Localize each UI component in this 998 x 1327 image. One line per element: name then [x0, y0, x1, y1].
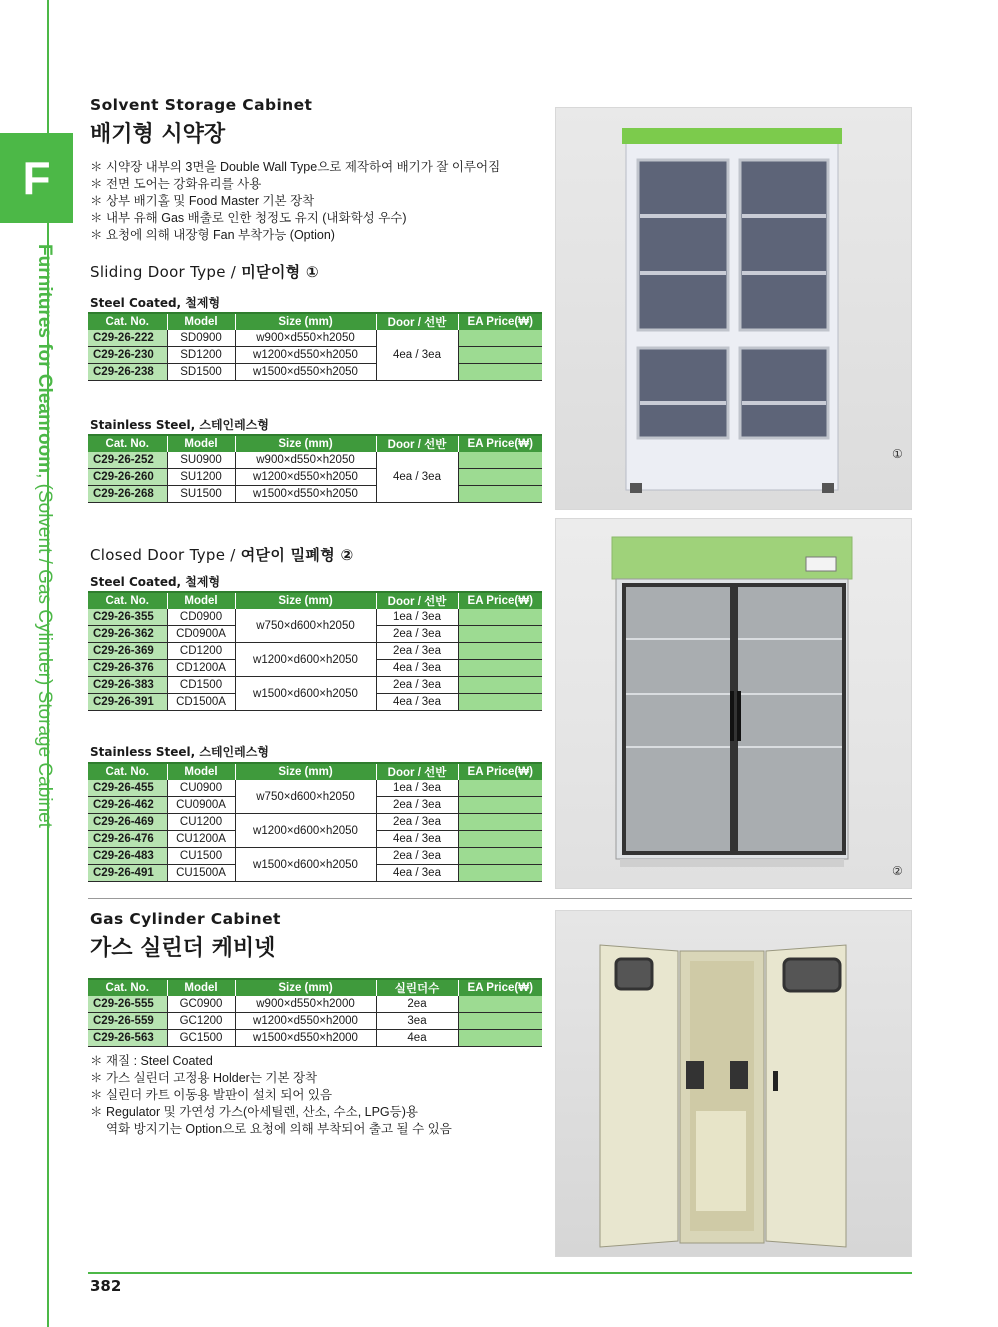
- price-cell: [458, 452, 542, 469]
- photo-marker-2: ②: [892, 864, 903, 878]
- model: CU1500A: [167, 865, 235, 882]
- cat-no: C29-26-376: [88, 660, 167, 677]
- model: SD1500: [167, 364, 235, 381]
- cat-no: C29-26-563: [88, 1030, 167, 1047]
- cat-no: C29-26-252: [88, 452, 167, 469]
- door-shelf: 4ea / 3ea: [376, 694, 458, 711]
- note-item: ＊ 재질 : Steel Coated: [90, 1054, 213, 1068]
- price-cell: [458, 364, 542, 381]
- page-number: 382: [90, 1277, 122, 1295]
- cat-no: C29-26-230: [88, 347, 167, 364]
- door-shelf: 4ea / 3ea: [376, 831, 458, 848]
- size: w1500×d600×h2050: [235, 848, 376, 882]
- bullet-item: ＊ 내부 유해 Gas 배출로 인한 청정도 유지 (내화학성 우수): [90, 211, 407, 225]
- model: CD1500: [167, 677, 235, 694]
- price-cell: [458, 643, 542, 660]
- cat-no: C29-26-383: [88, 677, 167, 694]
- closed-cabinet-photo: [555, 518, 912, 889]
- col-header: Cat. No.: [88, 592, 167, 609]
- table-row: [88, 848, 542, 865]
- model: GC0900: [167, 996, 235, 1013]
- cat-no: C29-26-369: [88, 643, 167, 660]
- table-header-row: [88, 592, 542, 609]
- size: w1200×d600×h2050: [235, 643, 376, 677]
- price-cell: [458, 347, 542, 364]
- sliding-section-title: [90, 261, 319, 282]
- model: SU1500: [167, 486, 235, 503]
- price-cell: [458, 677, 542, 694]
- model: GC1200: [167, 1013, 235, 1030]
- door-shelf: 1ea / 3ea: [376, 609, 458, 626]
- price-cell: [458, 865, 542, 882]
- door-shelf: 4ea / 3ea: [376, 660, 458, 677]
- size: w750×d600×h2050: [235, 609, 376, 643]
- table-header-row: [88, 313, 542, 330]
- col-header: Size (mm): [235, 313, 376, 330]
- col-header: Cat. No.: [88, 763, 167, 780]
- cat-no: C29-26-268: [88, 486, 167, 503]
- table-row: [88, 814, 542, 831]
- size: w1200×d550×h2050: [235, 469, 376, 486]
- size: w750×d600×h2050: [235, 780, 376, 814]
- table-header-row: [88, 979, 542, 996]
- door-shelf: 2ea / 3ea: [376, 797, 458, 814]
- cat-no: C29-26-491: [88, 865, 167, 882]
- door-shelf: 4ea / 3ea: [376, 865, 458, 882]
- price-cell: [458, 831, 542, 848]
- size: w1200×d600×h2050: [235, 814, 376, 848]
- size: w900×d550×h2000: [235, 996, 376, 1013]
- cat-no: C29-26-559: [88, 1013, 167, 1030]
- col-header: Model: [167, 435, 235, 452]
- price-cell: [458, 848, 542, 865]
- table-row: [88, 364, 542, 381]
- price-cell: [458, 660, 542, 677]
- note-item: ＊ Regulator 및 가연성 가스(아세틸렌, 산소, 수소, LPG등)용: [90, 1105, 418, 1119]
- price-cell: [458, 694, 542, 711]
- table-row: [88, 1013, 542, 1030]
- cat-no: C29-26-362: [88, 626, 167, 643]
- col-header: Cat. No.: [88, 313, 167, 330]
- door-shelf: 4ea / 3ea: [376, 452, 458, 503]
- closed-stainless-table: [88, 762, 542, 882]
- vertical-title-bold: Furnitures for Cleanroom: [34, 244, 55, 474]
- sliding-title-ko: 미닫이형 ①: [241, 263, 319, 281]
- model: CU1200A: [167, 831, 235, 848]
- col-header: Size (mm): [235, 592, 376, 609]
- vertical-title-rest: , (Solvent / Gas Cylinder) Storage Cabinet: [34, 473, 55, 828]
- col-header: Cat. No.: [88, 979, 167, 996]
- door-shelf: 2ea / 3ea: [376, 643, 458, 660]
- col-header: Size (mm): [235, 979, 376, 996]
- gas-title-ko: 가스 실린더 케비넷: [90, 936, 276, 961]
- table-row: [88, 677, 542, 694]
- table-row: [88, 469, 542, 486]
- sliding-cabinet-photo: [555, 107, 912, 510]
- sliding-steel-table: [88, 312, 542, 381]
- model: CD1500A: [167, 694, 235, 711]
- closed-title-en: Closed Door Type /: [90, 546, 241, 564]
- size: w900×d550×h2050: [235, 330, 376, 347]
- price-cell: [458, 469, 542, 486]
- cylinder-qty: 2ea: [376, 996, 458, 1013]
- note-item: ＊ 가스 실린더 고정용 Holder는 기본 장착: [90, 1071, 318, 1085]
- price-cell: [458, 609, 542, 626]
- closed-steel-label: Steel Coated, 철제형: [90, 575, 221, 589]
- model: SU0900: [167, 452, 235, 469]
- cylinder-qty: 4ea: [376, 1030, 458, 1047]
- cat-no: C29-26-222: [88, 330, 167, 347]
- model: CD0900A: [167, 626, 235, 643]
- model: CD0900: [167, 609, 235, 626]
- price-cell: [458, 1030, 542, 1047]
- size: w1500×d550×h2000: [235, 1030, 376, 1047]
- model: CD1200: [167, 643, 235, 660]
- col-header: EA Price(₩): [458, 313, 542, 330]
- solvent-title-en: Solvent Storage Cabinet: [90, 96, 313, 114]
- col-header: Cat. No.: [88, 435, 167, 452]
- model: CU1500: [167, 848, 235, 865]
- door-shelf: 4ea / 3ea: [376, 330, 458, 381]
- price-cell: [458, 1013, 542, 1030]
- table-row: [88, 452, 542, 469]
- col-header: Model: [167, 979, 235, 996]
- cat-no: C29-26-455: [88, 780, 167, 797]
- table-row: [88, 996, 542, 1013]
- col-header: Model: [167, 313, 235, 330]
- model: SD1200: [167, 347, 235, 364]
- cat-no: C29-26-555: [88, 996, 167, 1013]
- table-row: [88, 643, 542, 660]
- cat-no: C29-26-483: [88, 848, 167, 865]
- gas-title-en: Gas Cylinder Cabinet: [90, 910, 281, 928]
- table-row: [88, 347, 542, 364]
- table-row: [88, 1030, 542, 1047]
- door-shelf: 2ea / 3ea: [376, 677, 458, 694]
- size: w1500×d550×h2050: [235, 486, 376, 503]
- sliding-title-en: Sliding Door Type /: [90, 263, 242, 281]
- table-row: [88, 330, 542, 347]
- model: GC1500: [167, 1030, 235, 1047]
- cat-no: C29-26-462: [88, 797, 167, 814]
- model: CU1200: [167, 814, 235, 831]
- gas-cabinet-photo: [555, 910, 912, 1257]
- bullet-item: ＊ 전면 도어는 강화유리를 사용: [90, 177, 262, 191]
- col-header: EA Price(₩): [458, 435, 542, 452]
- table-row: [88, 486, 542, 503]
- col-header: EA Price(₩): [458, 979, 542, 996]
- col-header: Door / 선반: [376, 313, 458, 330]
- model: CD1200A: [167, 660, 235, 677]
- table-row: [88, 609, 542, 626]
- price-cell: [458, 814, 542, 831]
- sliding-stainless-table: [88, 434, 542, 503]
- cat-no: C29-26-469: [88, 814, 167, 831]
- col-header: Size (mm): [235, 763, 376, 780]
- door-shelf: 1ea / 3ea: [376, 780, 458, 797]
- cat-no: C29-26-260: [88, 469, 167, 486]
- solvent-title-ko: 배기형 시약장: [90, 122, 226, 147]
- sliding-stainless-label: Stainless Steel, 스테인레스형: [90, 418, 269, 432]
- col-header: EA Price(₩): [458, 592, 542, 609]
- col-header: 실린더수: [376, 979, 458, 996]
- sliding-steel-label: Steel Coated, 철제형: [90, 296, 221, 310]
- model: CU0900: [167, 780, 235, 797]
- col-header: Model: [167, 763, 235, 780]
- cat-no: C29-26-238: [88, 364, 167, 381]
- price-cell: [458, 996, 542, 1013]
- gas-table: [88, 978, 542, 1047]
- closed-stainless-label: Stainless Steel, 스테인레스형: [90, 745, 269, 759]
- door-shelf: 2ea / 3ea: [376, 814, 458, 831]
- closed-steel-table: [88, 591, 542, 711]
- price-cell: [458, 780, 542, 797]
- bullet-item: ＊ 상부 배기홀 및 Food Master 기본 장착: [90, 194, 315, 208]
- col-header: Door / 선반: [376, 592, 458, 609]
- door-shelf: 2ea / 3ea: [376, 848, 458, 865]
- solvent-bullets: [90, 159, 500, 244]
- price-cell: [458, 626, 542, 643]
- size: w1500×d600×h2050: [235, 677, 376, 711]
- section-divider: [88, 898, 912, 899]
- size: w900×d550×h2050: [235, 452, 376, 469]
- sliding-cabinet-illustration: [556, 108, 911, 509]
- model: SU1200: [167, 469, 235, 486]
- col-header: Door / 선반: [376, 435, 458, 452]
- price-cell: [458, 797, 542, 814]
- model: SD0900: [167, 330, 235, 347]
- col-header: Door / 선반: [376, 763, 458, 780]
- col-header: Model: [167, 592, 235, 609]
- table-header-row: [88, 763, 542, 780]
- size: w1200×d550×h2050: [235, 347, 376, 364]
- price-cell: [458, 486, 542, 503]
- footer-line: [88, 1272, 912, 1274]
- cat-no: C29-26-391: [88, 694, 167, 711]
- bullet-item: ＊ 요청에 의해 내장형 Fan 부착가능 (Option): [90, 228, 335, 242]
- model: CU0900A: [167, 797, 235, 814]
- photo-marker-1: ①: [892, 447, 903, 461]
- col-header: Size (mm): [235, 435, 376, 452]
- closed-section-title: [90, 544, 354, 565]
- section-tab: F: [0, 133, 73, 223]
- table-header-row: [88, 435, 542, 452]
- price-cell: [458, 330, 542, 347]
- size: w1200×d550×h2000: [235, 1013, 376, 1030]
- note-item: 역화 방지기는 Option으로 요청에 의해 부착되어 출고 될 수 있음: [90, 1122, 452, 1136]
- cat-no: C29-26-355: [88, 609, 167, 626]
- vertical-section-title: [33, 244, 55, 828]
- gas-notes: [90, 1053, 452, 1138]
- closed-cabinet-illustration: [556, 519, 911, 888]
- col-header: EA Price(₩): [458, 763, 542, 780]
- closed-title-ko: 여닫이 밀폐형 ②: [240, 546, 354, 564]
- note-item: ＊ 실린더 카트 이동용 발판이 설치 되어 있음: [90, 1088, 333, 1102]
- table-row: [88, 780, 542, 797]
- bullet-item: ＊ 시약장 내부의 3면을 Double Wall Type으로 제작하여 배기가 잘 이루어짐: [90, 160, 501, 174]
- gas-cabinet-illustration: [556, 911, 911, 1256]
- cat-no: C29-26-476: [88, 831, 167, 848]
- door-shelf: 2ea / 3ea: [376, 626, 458, 643]
- cylinder-qty: 3ea: [376, 1013, 458, 1030]
- size: w1500×d550×h2050: [235, 364, 376, 381]
